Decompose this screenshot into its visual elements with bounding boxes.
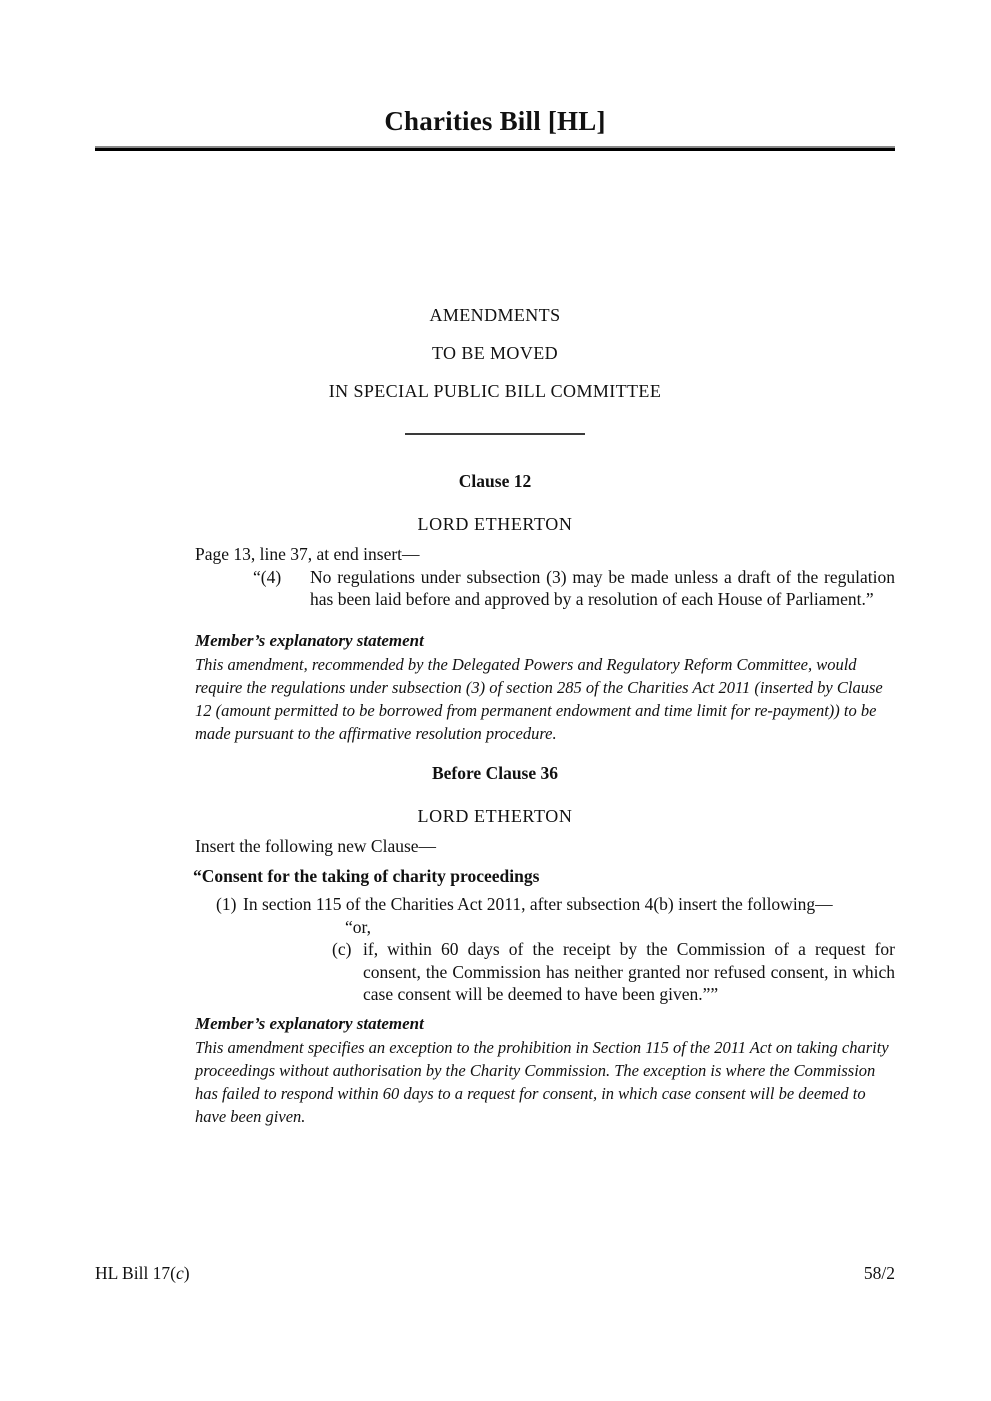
- item-label: “(4): [253, 566, 282, 587]
- item-text: if, within 60 days of the receipt by the Commission of a request for consent, the Commission has neither granted nor refused consent, in which case consent will be deemed to have been given.””: [363, 939, 895, 1005]
- new-clause-title: “Consent for the taking of charity proceedings: [193, 865, 540, 886]
- mover-name: LORD ETHERTON: [417, 806, 573, 827]
- clause-heading: Clause 12: [458, 471, 532, 491]
- bill-title: Charities Bill [HL]: [384, 106, 606, 136]
- explanatory-statement-text: This amendment, recommended by the Delegated Powers and Regulatory Reform Committee, would require the regulations under subsection (3) of section 285 of the Charities Act 2011 (inserted by Clause 12 (amount permitted to be borrowed from permanent endowment and time limit for re-payment)) to be made pursuant to the affirmative resolution procedure.: [195, 654, 883, 744]
- explanatory-statement-text: This amendment specifies an exception to the prohibition in Section 115 of the 2011 Act on taking charity proceedings without authorisation by the Charity Commission. The exception is where the Commission has failed to respond within 60 days to a request for consent, in which case consent will be deemed to have been given.: [195, 1037, 889, 1127]
- quoted-or-line: “or,: [345, 916, 372, 937]
- item-label: (c): [332, 939, 352, 960]
- explanatory-statement-heading: Member’s explanatory statement: [195, 1013, 424, 1033]
- amendments-header-line3: IN SPECIAL PUBLIC BILL COMMITTEE: [328, 381, 662, 401]
- amendments-header-line1: AMENDMENTS: [429, 305, 561, 325]
- amendment-clause-12: [95, 469, 895, 745]
- amendment-number: 58/2: [863, 1263, 895, 1283]
- amendment-item: [332, 938, 895, 1006]
- amendment-before-clause-36: [95, 761, 895, 1128]
- bill-reference-suffix: ): [183, 1263, 190, 1283]
- item-text: No regulations under subsection (3) may be made unless a draft of the regulation has been laid before and approved by a resolution of each House of Parliament.”: [310, 566, 895, 609]
- explanatory-statement-heading: Member’s explanatory statement: [195, 630, 424, 650]
- bill-reference-prefix: HL Bill 17(: [95, 1263, 177, 1283]
- amendments-header: [95, 303, 895, 403]
- title-double-rule: [95, 146, 895, 151]
- bill-reference: [95, 1262, 190, 1285]
- item-label: (1): [216, 894, 237, 915]
- section-separator-rule: [405, 433, 585, 435]
- item-text: In section 115 of the Charities Act 2011, after subsection 4(b) insert the following—: [243, 894, 833, 915]
- mover-name: LORD ETHERTON: [417, 514, 573, 534]
- amendment-item: [253, 566, 895, 611]
- clause-heading: Before Clause 36: [431, 763, 559, 784]
- amendments-header-line2: TO BE MOVED: [431, 343, 559, 363]
- amendment-instruction: Insert the following new Clause—: [195, 836, 437, 857]
- page-footer: [95, 1262, 895, 1285]
- bill-reference-italic: c: [176, 1263, 184, 1283]
- amendment-item: [216, 893, 895, 916]
- amendment-instruction: Page 13, line 37, at end insert—: [195, 544, 420, 564]
